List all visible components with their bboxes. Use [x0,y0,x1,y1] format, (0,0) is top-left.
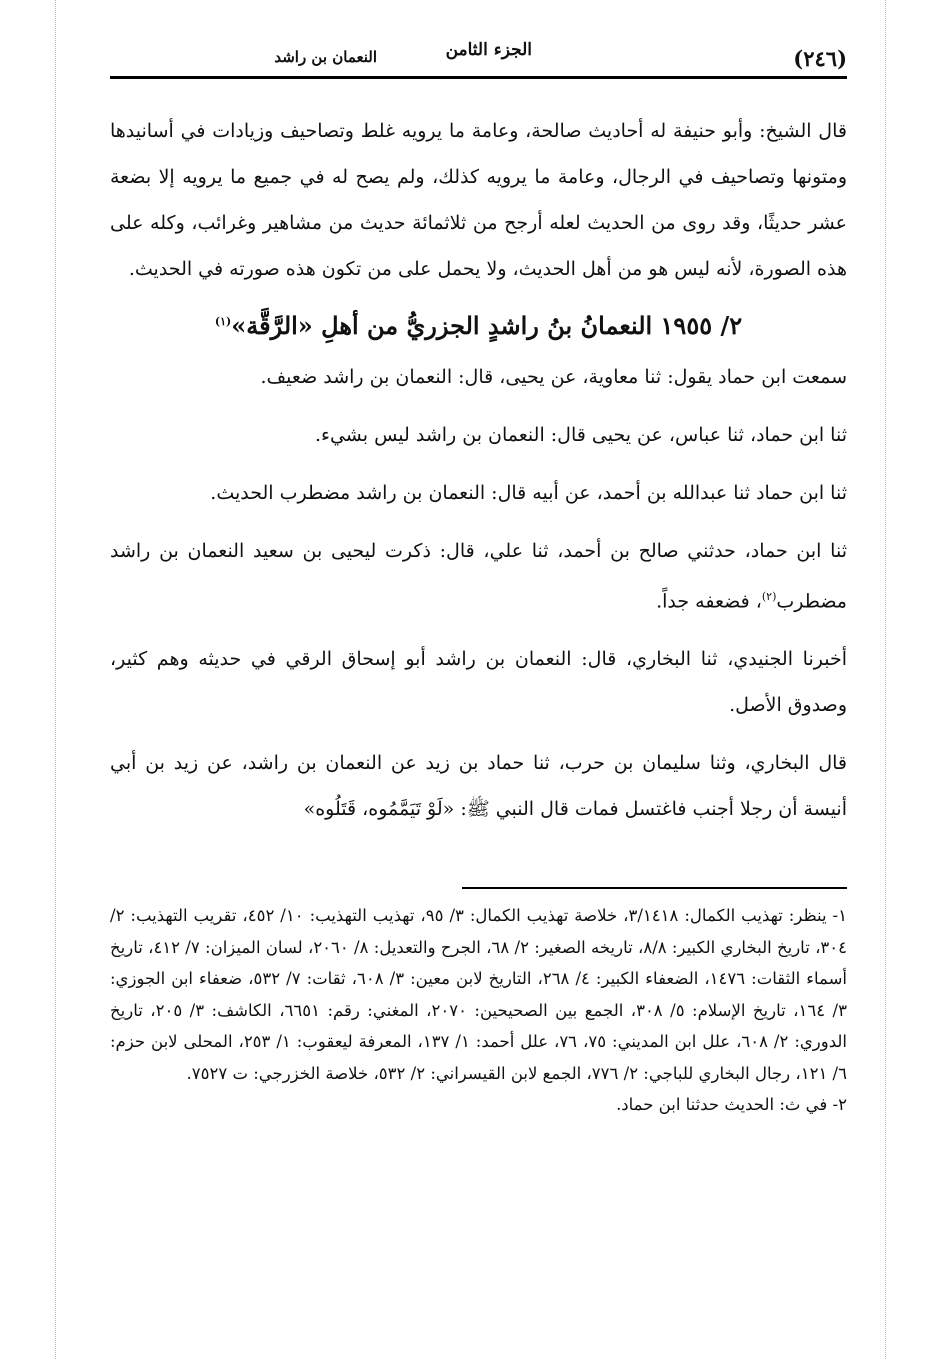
narration-3: ثنا ابن حماد ثنا عبدالله بن أحمد، عن أبيه قال: النعمان بن راشد مضطرب الحديث. [210,482,847,504]
running-title: النعمان بن راشد [274,48,377,66]
footnote-ref-1: (١) [214,315,232,328]
main-text [110,108,847,832]
narration-4-end: ، فضعفه جداً. [656,590,762,613]
narration-4-text: ثنا ابن حماد، حدثني صالح بن أحمد، ثنا علي، قال: ذكرت ليحيى بن سعيد النعمان بن راشد مضطرب [110,540,847,613]
footnote-ref-2: (٢) [761,590,777,603]
narration-4 [110,528,847,624]
scan-margin-line [885,0,886,1359]
narration-5: أخبرنا الجنيدي، ثنا البخاري، قال: النعمان بن راشد أبو إسحاق الرقي في حديثه وهم كثير، وصدوق الأصل. [110,648,847,717]
intro-paragraph: قال الشيخ: وأبو حنيفة له أحاديث صالحة، وعامة ما يرويه غلط وتصاحيف وزيادات في أسانيدها ومتونها وتصاحيف في الرجال، وعامة ما يرويه كذلك، ولم يصح له في جميع ما يرويه إلا بضعة عشر حديثًا، وقد روى من الحديث لعله أرجح من ثلاثمائة حديث من مشاهير وغرائب، وكله على هذه الصورة، لأنه ليس هو من أهل الحديث، ولا يحمل على من تكون هذه صورته في الحديث. [110,120,847,280]
narration-2: ثنا ابن حماد، ثنا عباس، عن يحيى قال: النعمان بن راشد ليس بشيء. [314,424,847,446]
footnote-1: ١- ينظر: تهذيب الكمال: ٣/١٤١٨، خلاصة تهذيب الكمال: ٣/ ٩٥، تهذيب التهذيب: ١٠/ ٤٥٢، تقريب التهذيب: ٢/ ٣٠٤، تاريخ البخاري الكبير: ٨/٨، تاريخه الصغير: ٢/ ٦٨، الجرح والتعديل: ٨/ ٢٠٦٠، لسان الميزان: ٧/ ٤١٢، تاريخ أسماء الثقات: ١٤٧٦، الضعفاء الكبير: ٤/ ٢٦٨، التاريخ لابن معين: ٣/ ٦٠٨، ثقات: ٧/ ٥٣٢، ضعفاء ابن الجوزي: ٣/ ١٦٤، تاريخ الإسلام: ٥/ ٣٠٨، الجمع بين الصحيحين: ٢٠٧٠، المغني: رقم: ٦٦٥١، الكاشف: ٣/ ٢٠٥، تاريخ الدوري: ٢/ ٦٠٨، علل ابن المديني: ٧٥، ٧٦، علل أحمد: ١/ ١٣٧، المعرفة ليعقوب: ١/ ٢٥٣، المحلى لابن حزم: ٦/ ١٢١، رجال البخاري للباجي: ٢/ ٧٧٦، الجمع لابن القيسراني: ٢/ ٥٣٢، خلاصة الخزرجي: ت ٧٥٢٧. [110,906,847,1083]
entry-title [110,300,847,348]
header-rule [110,76,847,79]
entry-title-text: ٢/ ١٩٥٥ النعمانُ بنُ راشدٍ الجزريُّ من أهلِ «الرَّقَّة» [231,311,743,340]
volume-label: الجزء الثامن [445,40,532,60]
page-header [110,38,847,78]
page-number: (٢٤٦) [793,46,847,71]
narration-6: قال البخاري، وثنا سليمان بن حرب، ثنا حماد بن زيد عن النعمان بن راشد، عن زيد بن أبي أنيسة أن رجلا أجنب فاغتسل فمات قال النبي ﷺ: «لَوْ تَيَمَّمُوه، قَتَلُوه» [110,752,847,821]
footnote-rule [462,887,847,889]
footnotes [110,900,847,1121]
narration-1: سمعت ابن حماد يقول: ثنا معاوية، عن يحيى، قال: النعمان بن راشد ضعيف. [260,366,847,388]
scan-margin-line [55,0,56,1359]
footnote-2: ٢- في ث: الحديث حدثنا ابن حماد. [616,1095,847,1114]
